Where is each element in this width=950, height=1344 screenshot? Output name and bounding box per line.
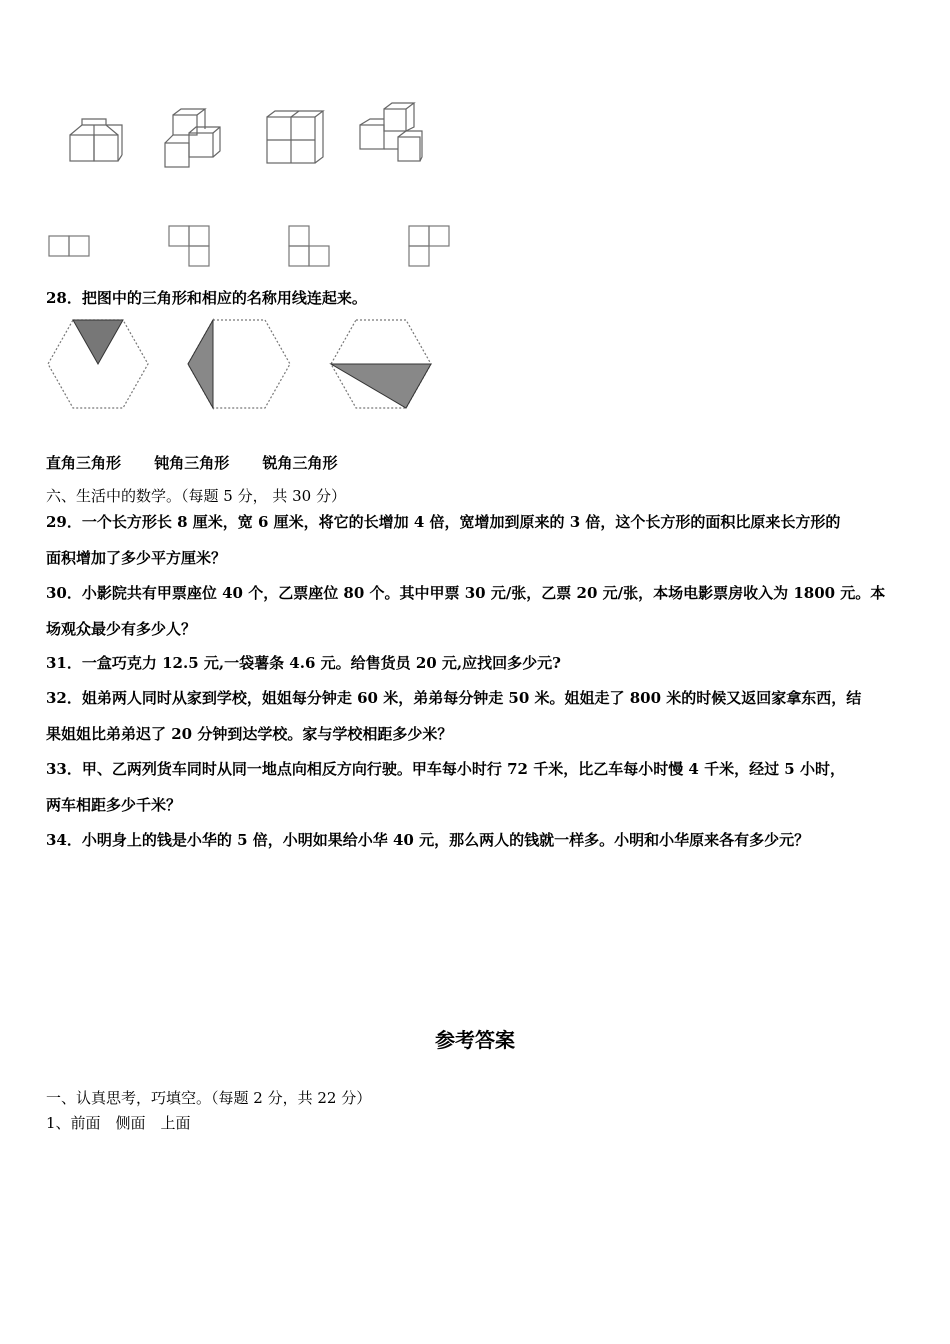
question-33-line1: 33．甲、乙两列货车同时从同一地点向相反方向行驶。甲车每小时行 72 千米，比乙车每小时慢 4 千米，经过 5 小时， — [46, 760, 845, 778]
view-grid-1 — [49, 236, 89, 256]
cube-figure-2 — [165, 109, 220, 167]
hexagon-figures — [40, 312, 450, 416]
triangle-2 — [188, 320, 213, 408]
answer-1: 1、前面 侧面 上面 — [46, 1114, 191, 1132]
name-acute-triangle: 锐角三角形 — [262, 454, 338, 472]
question-28-prompt: 28．把图中的三角形和相应的名称用线连起来。 — [46, 289, 367, 307]
cube-figures — [60, 95, 440, 175]
question-29-line2: 面积增加了多少平方厘米？ — [46, 549, 227, 567]
view-grid-2 — [169, 226, 209, 266]
cube-figure-4 — [360, 103, 422, 161]
answer-section-1-heading: 一、认真思考，巧填空。（每题 2 分，共 22 分） — [46, 1089, 372, 1107]
question-30-line1: 30．小影院共有甲票座位 40 个，乙票座位 80 个。其中甲票 30 元/张，乙票 20 元/张，本场电影票房收入为 1800 元。本 — [46, 584, 886, 602]
question-31: 31．一盒巧克力 12.5 元,一袋薯条 4.6 元。给售货员 20 元,应找回多少元? — [46, 654, 561, 672]
question-33-line2: 两车相距多少千米？ — [46, 796, 182, 814]
view-grid-3 — [289, 226, 329, 266]
view-grid-figures — [45, 220, 455, 270]
cube-figure-1 — [70, 119, 122, 161]
name-obtuse-triangle: 钝角三角形 — [154, 454, 230, 472]
triangle-3 — [331, 364, 431, 408]
view-grid-4 — [409, 226, 449, 266]
question-32-line1: 32．姐弟两人同时从家到学校，姐姐每分钟走 60 米，弟弟每分钟走 50 米。姐姐走了 800 米的时候又返回家拿东西，结 — [46, 689, 862, 707]
question-30-line2: 场观众最少有多少人？ — [46, 620, 197, 638]
question-32-line2: 果姐姐比弟弟迟了 20 分钟到达学校。家与学校相距多少米？ — [46, 725, 453, 743]
question-29-line1: 29．一个长方形长 8 厘米，宽 6 厘米，将它的长增加 4 倍，宽增加到原来的 3 倍，这个长方形的面积比原来长方形的 — [46, 513, 841, 531]
question-34: 34．小明身上的钱是小华的 5 倍，小明如果给小华 40 元，那么两人的钱就一样多。小明和小华原来各有多少元？ — [46, 831, 810, 849]
triangle-1 — [73, 320, 123, 364]
cube-figure-3 — [267, 111, 323, 163]
answer-key-title: 参考答案 — [435, 1028, 515, 1052]
name-right-triangle: 直角三角形 — [46, 454, 122, 472]
section-6-heading: 六、生活中的数学。（每题 5 分， 共 30 分） — [46, 487, 346, 505]
triangle-names — [46, 452, 366, 473]
